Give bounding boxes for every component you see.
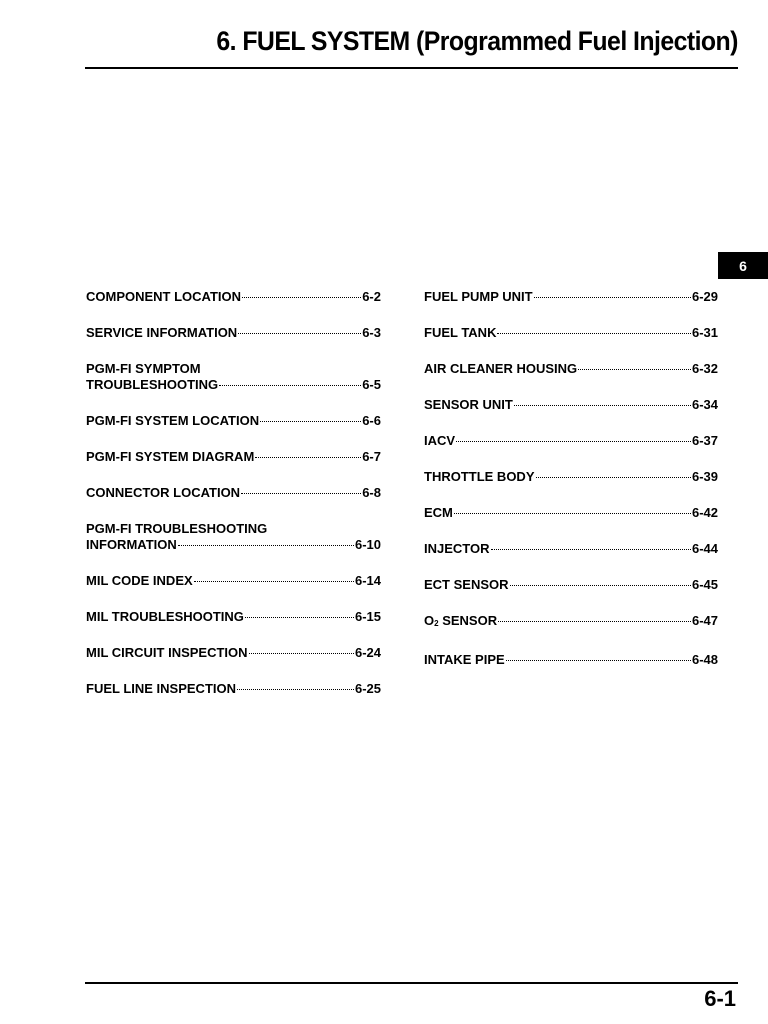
toc-entry-page: 6-32: [691, 361, 718, 376]
toc-entry-page: 6-25: [354, 681, 381, 696]
toc-entry-label: INJECTOR: [424, 541, 490, 556]
leader-dots: [260, 421, 361, 422]
toc-entry-label: INFORMATION: [86, 537, 177, 552]
toc-entry-page: 6-37: [691, 433, 718, 448]
toc-entry[interactable]: [424, 541, 718, 557]
toc-entry-page: 6-5: [362, 377, 381, 392]
toc-entry-page: 6-42: [691, 505, 718, 520]
leader-dots: [241, 493, 361, 494]
toc-entry-page: 6-10: [354, 537, 381, 552]
leader-dots: [497, 333, 691, 334]
leader-dots: [578, 369, 691, 370]
toc-entry-label: AIR CLEANER HOUSING: [424, 361, 578, 376]
leader-dots: [238, 333, 361, 334]
toc-entry-label-line1: PGM-FI TROUBLESHOOTING: [86, 521, 268, 536]
leader-dots: [237, 689, 354, 690]
leader-dots: [456, 441, 691, 442]
leader-dots: [534, 297, 691, 298]
toc-entry[interactable]: [424, 613, 718, 632]
toc-entry-label: INTAKE PIPE: [424, 652, 505, 667]
toc-entry[interactable]: [86, 485, 381, 501]
toc-entry-page: 6-24: [354, 645, 381, 660]
leader-dots: [536, 477, 691, 478]
leader-dots: [498, 621, 691, 622]
toc-entry-label-line1: PGM-FI SYMPTOM: [86, 361, 201, 376]
toc-entry-label: [424, 613, 497, 632]
toc-entry[interactable]: [86, 521, 381, 553]
toc-entry[interactable]: [86, 413, 381, 429]
toc-entry-page: 6-6: [362, 413, 381, 428]
toc-entry[interactable]: [424, 577, 718, 593]
leader-dots: [454, 513, 691, 514]
toc-entry-label: FUEL LINE INSPECTION: [86, 681, 236, 696]
footer-rule: [85, 982, 738, 984]
toc-entry-page: 6-47: [691, 613, 718, 628]
toc-entry[interactable]: [424, 325, 718, 341]
toc-entry-label: MIL TROUBLESHOOTING: [86, 609, 244, 624]
leader-dots: [249, 653, 354, 654]
leader-dots: [242, 297, 361, 298]
toc-entry[interactable]: [424, 652, 718, 668]
toc-entry[interactable]: [424, 361, 718, 377]
toc-entry[interactable]: [86, 645, 381, 661]
header-rule: [85, 67, 738, 69]
toc-entry-page: 6-29: [691, 289, 718, 304]
toc-entry-page: 6-34: [691, 397, 718, 412]
toc-entry-page: 6-44: [691, 541, 718, 556]
toc-entry-label: IACV: [424, 433, 456, 448]
toc-entry[interactable]: [86, 289, 381, 305]
leader-dots: [491, 549, 691, 550]
toc-entry-page: 6-14: [354, 573, 381, 588]
toc-entry[interactable]: [86, 681, 381, 697]
toc-entry[interactable]: [424, 469, 718, 485]
leader-dots: [514, 405, 691, 406]
toc-entry[interactable]: [86, 609, 381, 625]
toc-entry-label: MIL CIRCUIT INSPECTION: [86, 645, 248, 660]
leader-dots: [178, 545, 354, 546]
leader-dots: [194, 581, 354, 582]
toc-entry[interactable]: [424, 289, 718, 305]
toc-entry-label: ECT SENSOR: [424, 577, 509, 592]
toc-entry-page: 6-8: [362, 485, 381, 500]
toc-entry[interactable]: [86, 325, 381, 341]
leader-dots: [255, 457, 361, 458]
toc-entry[interactable]: [424, 433, 718, 449]
toc-entry-page: 6-31: [691, 325, 718, 340]
leader-dots: [506, 660, 691, 661]
toc-entry-label-suffix: SENSOR: [438, 613, 498, 628]
toc-entry-label-prefix: O: [424, 613, 435, 628]
toc-entry[interactable]: [424, 397, 718, 413]
toc-entry-label: CONNECTOR LOCATION: [86, 485, 241, 500]
section-tab: 6: [718, 252, 768, 279]
toc-entry-label: FUEL TANK: [424, 325, 497, 340]
toc-right-column: [424, 289, 718, 688]
toc-entry-label: MIL CODE INDEX: [86, 573, 193, 588]
toc-entry-label: PGM-FI SYSTEM LOCATION: [86, 413, 260, 428]
leader-dots: [245, 617, 354, 618]
toc-entry-label: THROTTLE BODY: [424, 469, 535, 484]
toc-entry-page: 6-3: [362, 325, 381, 340]
toc-entry[interactable]: [86, 449, 381, 465]
toc-entry-label: SERVICE INFORMATION: [86, 325, 238, 340]
toc-entry-label: COMPONENT LOCATION: [86, 289, 242, 304]
toc-entry-page: 6-7: [362, 449, 381, 464]
toc-entry[interactable]: [424, 505, 718, 521]
toc-entry-page: 6-45: [691, 577, 718, 592]
toc-entry-page: 6-39: [691, 469, 718, 484]
leader-dots: [510, 585, 691, 586]
toc-entry-label: PGM-FI SYSTEM DIAGRAM: [86, 449, 255, 464]
page-title: 6. FUEL SYSTEM (Programmed Fuel Injection): [216, 26, 738, 56]
toc-entry-label: FUEL PUMP UNIT: [424, 289, 533, 304]
leader-dots: [219, 385, 361, 386]
page-number: 6-1: [704, 986, 736, 1011]
toc-entry-label: TROUBLESHOOTING: [86, 377, 219, 392]
toc-entry-label-subscript: 2: [434, 619, 439, 628]
toc-entry[interactable]: [86, 573, 381, 589]
toc-entry-page: 6-2: [362, 289, 381, 304]
toc-entry-label: ECM: [424, 505, 453, 520]
toc-entry-page: 6-48: [691, 652, 718, 667]
toc-entry[interactable]: [86, 361, 381, 393]
toc-left-column: [86, 289, 381, 717]
toc-entry-label: SENSOR UNIT: [424, 397, 513, 412]
toc-entry-page: 6-15: [354, 609, 381, 624]
